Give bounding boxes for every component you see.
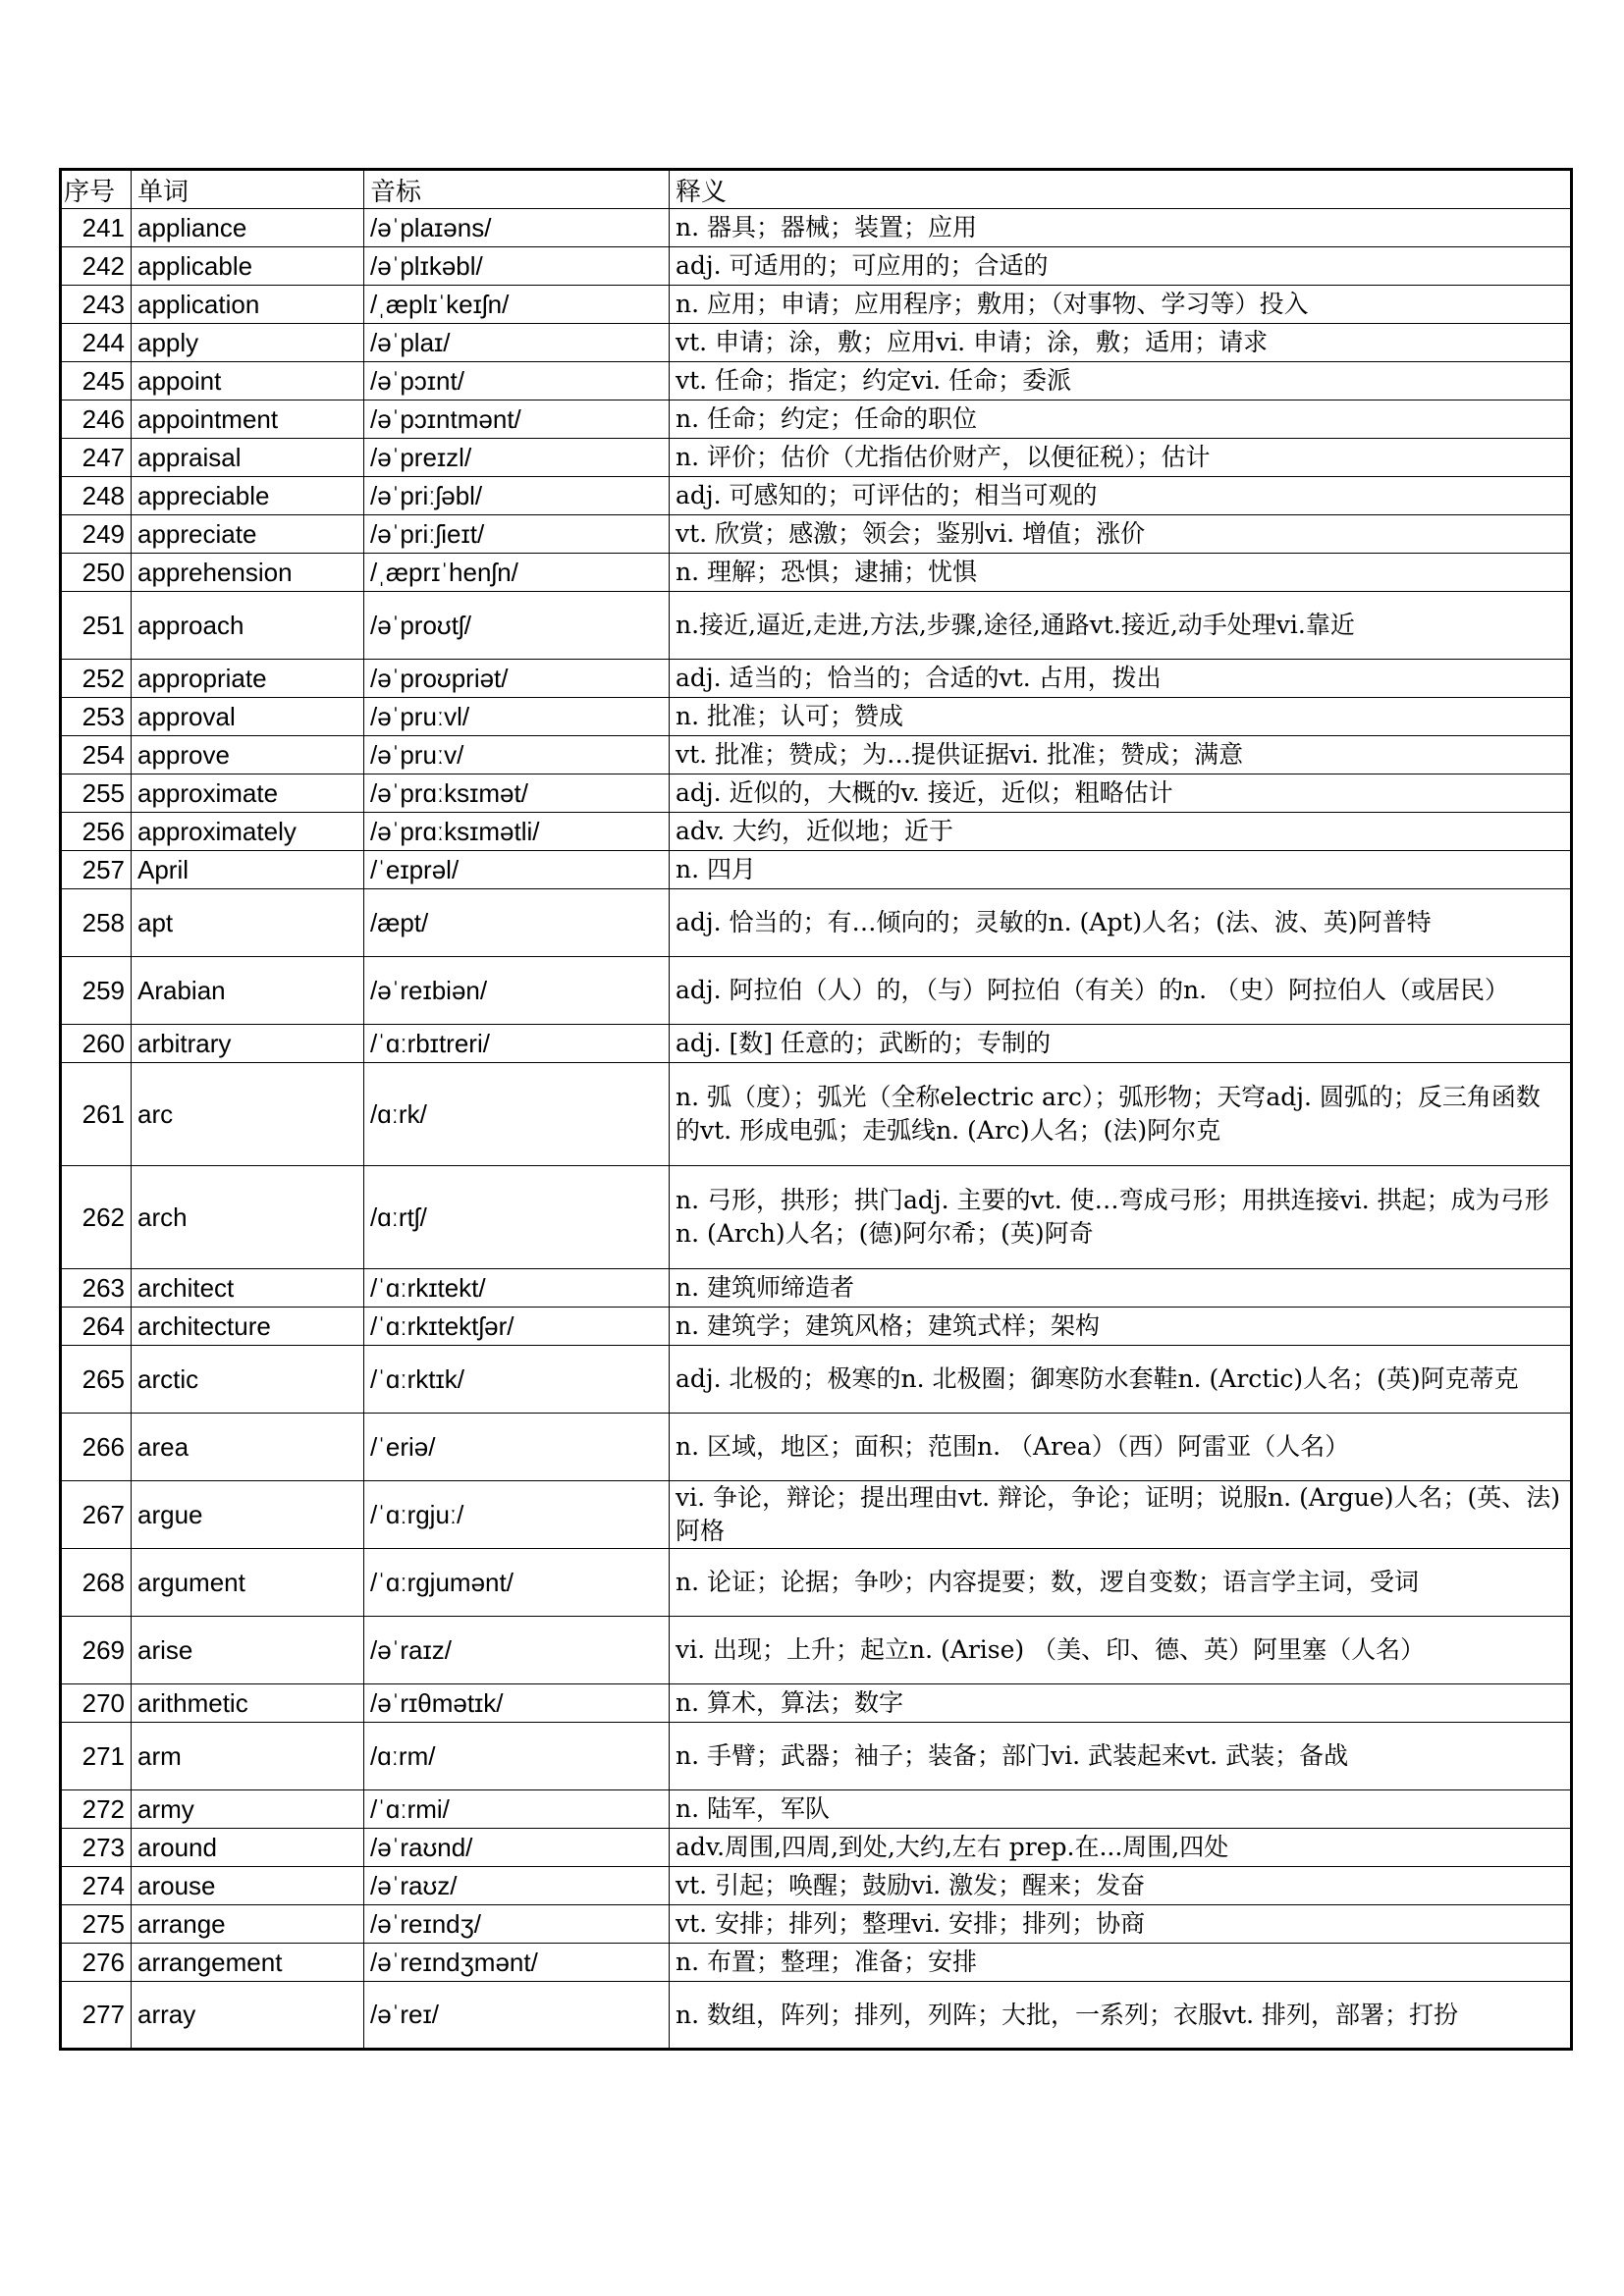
row-number: 260 — [61, 1025, 132, 1063]
table-row — [61, 439, 1572, 477]
row-phonetic: /ˈɑːrkɪtektʃər/ — [364, 1308, 670, 1346]
row-phonetic: /əˈprɑːksɪmətli/ — [364, 813, 670, 851]
row-definition: vt. 任命；指定；约定vi. 任命；委派 — [670, 362, 1572, 400]
row-number: 250 — [61, 554, 132, 592]
row-word: argue — [132, 1481, 364, 1549]
table-row — [61, 660, 1572, 698]
row-word: appoint — [132, 362, 364, 400]
row-phonetic: /əˈplaɪəns/ — [364, 209, 670, 247]
table-row — [61, 1867, 1572, 1905]
row-phonetic: /əˈplɪkəbl/ — [364, 247, 670, 286]
row-definition: n.接近,逼近,走进,方法,步骤,途径,通路vt.接近,动手处理vi.靠近 — [670, 592, 1572, 660]
row-word: arbitrary — [132, 1025, 364, 1063]
row-number: 266 — [61, 1414, 132, 1481]
table-row — [61, 851, 1572, 889]
row-word: approximately — [132, 813, 364, 851]
row-word: arch — [132, 1166, 364, 1269]
row-definition: vi. 争论，辩论；提出理由vt. 辩论，争论；证明；说服n. (Argue)人名；(英、法)阿格 — [670, 1481, 1572, 1549]
row-number: 271 — [61, 1723, 132, 1790]
row-phonetic: /ˈɑːrbɪtreri/ — [364, 1025, 670, 1063]
row-word: arithmetic — [132, 1684, 364, 1723]
table-row — [61, 698, 1572, 736]
row-word: arrange — [132, 1905, 364, 1944]
row-phonetic: /əˈpriːʃieɪt/ — [364, 515, 670, 554]
row-definition: n. 建筑师缔造者 — [670, 1269, 1572, 1308]
row-word: architect — [132, 1269, 364, 1308]
row-definition: n. 区域，地区；面积；范围n. （Area）（西）阿雷亚（人名） — [670, 1414, 1572, 1481]
row-word: arouse — [132, 1867, 364, 1905]
row-word: apply — [132, 324, 364, 362]
row-definition: n. 理解；恐惧；逮捕；忧惧 — [670, 554, 1572, 592]
row-number: 241 — [61, 209, 132, 247]
row-definition: adv. 大约，近似地；近于 — [670, 813, 1572, 851]
row-phonetic: /əˈplaɪ/ — [364, 324, 670, 362]
table-row — [61, 1549, 1572, 1617]
table-row — [61, 774, 1572, 813]
row-number: 252 — [61, 660, 132, 698]
row-definition: n. 评价；估价（尤指估价财产，以便征税）；估计 — [670, 439, 1572, 477]
row-number: 256 — [61, 813, 132, 851]
row-word: appropriate — [132, 660, 364, 698]
row-definition: adj. 恰当的；有…倾向的；灵敏的n. (Apt)人名；(法、波、英)阿普特 — [670, 889, 1572, 957]
row-definition: adj. 阿拉伯（人）的，（与）阿拉伯（有关）的n. （史）阿拉伯人（或居民） — [670, 957, 1572, 1025]
row-definition: n. 布置；整理；准备；安排 — [670, 1944, 1572, 1982]
row-number: 270 — [61, 1684, 132, 1723]
row-phonetic: /əˈpruːvl/ — [364, 698, 670, 736]
row-phonetic: /əˈpɔɪnt/ — [364, 362, 670, 400]
table-row — [61, 736, 1572, 774]
table-row — [61, 1414, 1572, 1481]
row-word: approach — [132, 592, 364, 660]
row-number: 246 — [61, 400, 132, 439]
row-phonetic: /əˈprɑːksɪmət/ — [364, 774, 670, 813]
row-word: arc — [132, 1063, 364, 1166]
row-phonetic: /ˈeriə/ — [364, 1414, 670, 1481]
row-definition: adj. 北极的；极寒的n. 北极圈；御寒防水套鞋n. (Arctic)人名；(英)阿克蒂克 — [670, 1346, 1572, 1414]
row-number: 262 — [61, 1166, 132, 1269]
row-word: argument — [132, 1549, 364, 1617]
row-word: approve — [132, 736, 364, 774]
row-word: architecture — [132, 1308, 364, 1346]
row-number: 265 — [61, 1346, 132, 1414]
row-number: 269 — [61, 1617, 132, 1684]
row-definition: n. 四月 — [670, 851, 1572, 889]
row-definition: n. 弓形，拱形；拱门adj. 主要的vt. 使…弯成弓形；用拱连接vi. 拱起；成为弓形n. (Arch)人名；(德)阿尔希；(英)阿奇 — [670, 1166, 1572, 1269]
row-number: 255 — [61, 774, 132, 813]
table-row — [61, 1829, 1572, 1867]
row-number: 272 — [61, 1790, 132, 1829]
table-row — [61, 554, 1572, 592]
row-word: arise — [132, 1617, 364, 1684]
header-phonetic: 音标 — [364, 170, 670, 209]
row-number: 243 — [61, 286, 132, 324]
row-number: 251 — [61, 592, 132, 660]
row-phonetic: /ˈɑːrktɪk/ — [364, 1346, 670, 1414]
table-row — [61, 1166, 1572, 1269]
row-number: 254 — [61, 736, 132, 774]
row-phonetic: /ˌæprɪˈhenʃn/ — [364, 554, 670, 592]
header-word: 单词 — [132, 170, 364, 209]
table-body — [61, 209, 1572, 2050]
row-word: Arabian — [132, 957, 364, 1025]
row-phonetic: /ˌæplɪˈkeɪʃn/ — [364, 286, 670, 324]
row-phonetic: /əˈreɪndʒmənt/ — [364, 1944, 670, 1982]
row-phonetic: /əˈraʊnd/ — [364, 1829, 670, 1867]
row-definition: n. 应用；申请；应用程序；敷用；（对事物、学习等）投入 — [670, 286, 1572, 324]
row-number: 261 — [61, 1063, 132, 1166]
row-definition: n. 建筑学；建筑风格；建筑式样；架构 — [670, 1308, 1572, 1346]
row-word: application — [132, 286, 364, 324]
table-row — [61, 813, 1572, 851]
row-number: 268 — [61, 1549, 132, 1617]
row-word: army — [132, 1790, 364, 1829]
row-definition: adj. 适当的；恰当的；合适的vt. 占用，拨出 — [670, 660, 1572, 698]
row-definition: adj. [数] 任意的；武断的；专制的 — [670, 1025, 1572, 1063]
row-number: 245 — [61, 362, 132, 400]
row-phonetic: /ˈɑːrgjumənt/ — [364, 1549, 670, 1617]
row-number: 242 — [61, 247, 132, 286]
row-number: 263 — [61, 1269, 132, 1308]
row-definition: vt. 引起；唤醒；鼓励vi. 激发；醒来；发奋 — [670, 1867, 1572, 1905]
row-word: approximate — [132, 774, 364, 813]
header-definition: 释义 — [670, 170, 1572, 209]
table-row — [61, 1346, 1572, 1414]
row-number: 259 — [61, 957, 132, 1025]
row-phonetic: /əˈrɪθmətɪk/ — [364, 1684, 670, 1723]
table-row — [61, 286, 1572, 324]
row-phonetic: /əˈreɪbiən/ — [364, 957, 670, 1025]
row-word: approval — [132, 698, 364, 736]
table-row — [61, 1025, 1572, 1063]
row-word: arctic — [132, 1346, 364, 1414]
row-definition: n. 论证；论据；争吵；内容提要；数，逻自变数；语言学主词，受词 — [670, 1549, 1572, 1617]
row-number: 247 — [61, 439, 132, 477]
table-row — [61, 324, 1572, 362]
row-definition: adj. 可适用的；可应用的；合适的 — [670, 247, 1572, 286]
row-phonetic: /ɑːrtʃ/ — [364, 1166, 670, 1269]
row-definition: n. 弧（度）；弧光（全称electric arc）；弧形物；天穹adj. 圆弧的；反三角函数的vt. 形成电弧；走弧线n. (Arc)人名；(法)阿尔克 — [670, 1063, 1572, 1166]
row-phonetic: /əˈpɔɪntmənt/ — [364, 400, 670, 439]
row-word: appreciate — [132, 515, 364, 554]
table-row — [61, 1944, 1572, 1982]
row-phonetic: /əˈreɪndʒ/ — [364, 1905, 670, 1944]
row-word: area — [132, 1414, 364, 1481]
table-row — [61, 1723, 1572, 1790]
row-number: 264 — [61, 1308, 132, 1346]
row-phonetic: /əˈproʊtʃ/ — [364, 592, 670, 660]
row-phonetic: /əˈpriːʃəbl/ — [364, 477, 670, 515]
row-definition: n. 器具；器械；装置；应用 — [670, 209, 1572, 247]
table-row — [61, 1684, 1572, 1723]
row-number: 274 — [61, 1867, 132, 1905]
row-number: 277 — [61, 1982, 132, 2050]
header-row — [61, 170, 1572, 209]
row-word: arm — [132, 1723, 364, 1790]
table-row — [61, 1308, 1572, 1346]
table-row — [61, 889, 1572, 957]
row-word: apt — [132, 889, 364, 957]
table-row — [61, 1617, 1572, 1684]
row-phonetic: /ˈɑːrmi/ — [364, 1790, 670, 1829]
row-phonetic: /əˈraɪz/ — [364, 1617, 670, 1684]
row-definition: n. 数组，阵列；排列，列阵；大批，一系列；衣服vt. 排列，部署；打扮 — [670, 1982, 1572, 2050]
table-row — [61, 1790, 1572, 1829]
row-number: 244 — [61, 324, 132, 362]
row-definition: adj. 近似的，大概的v. 接近，近似；粗略估计 — [670, 774, 1572, 813]
row-phonetic: /ɑːrm/ — [364, 1723, 670, 1790]
row-phonetic: /ˈeɪprəl/ — [364, 851, 670, 889]
table-row — [61, 362, 1572, 400]
row-number: 249 — [61, 515, 132, 554]
row-phonetic: /əˈpreɪzl/ — [364, 439, 670, 477]
row-number: 275 — [61, 1905, 132, 1944]
table-row — [61, 1905, 1572, 1944]
row-phonetic: /ɑːrk/ — [364, 1063, 670, 1166]
row-definition: vt. 安排；排列；整理vi. 安排；排列；协商 — [670, 1905, 1572, 1944]
row-definition: n. 任命；约定；任命的职位 — [670, 400, 1572, 439]
row-word: appliance — [132, 209, 364, 247]
row-number: 258 — [61, 889, 132, 957]
row-number: 267 — [61, 1481, 132, 1549]
row-phonetic: /æpt/ — [364, 889, 670, 957]
table-row — [61, 1481, 1572, 1549]
vocabulary-table — [59, 168, 1573, 2051]
row-definition: adv.周围,四周,到处,大约,左右 prep.在...周围,四处 — [670, 1829, 1572, 1867]
row-definition: vt. 申请；涂，敷；应用vi. 申请；涂，敷；适用；请求 — [670, 324, 1572, 362]
row-word: arrangement — [132, 1944, 364, 1982]
row-definition: n. 批准；认可；赞成 — [670, 698, 1572, 736]
row-phonetic: /əˈpruːv/ — [364, 736, 670, 774]
table-row — [61, 1269, 1572, 1308]
row-definition: vt. 欣赏；感激；领会；鉴别vi. 增值；涨价 — [670, 515, 1572, 554]
row-definition: n. 陆军，军队 — [670, 1790, 1572, 1829]
table-row — [61, 515, 1572, 554]
row-number: 276 — [61, 1944, 132, 1982]
row-phonetic: /əˈraʊz/ — [364, 1867, 670, 1905]
table-row — [61, 477, 1572, 515]
row-phonetic: /ˈɑːrkɪtekt/ — [364, 1269, 670, 1308]
row-word: appraisal — [132, 439, 364, 477]
row-phonetic: /əˈreɪ/ — [364, 1982, 670, 2050]
row-definition: n. 算术，算法；数字 — [670, 1684, 1572, 1723]
row-word: appointment — [132, 400, 364, 439]
row-definition: n. 手臂；武器；袖子；装备；部门vi. 武装起来vt. 武装；备战 — [670, 1723, 1572, 1790]
row-word: applicable — [132, 247, 364, 286]
row-word: April — [132, 851, 364, 889]
row-word: array — [132, 1982, 364, 2050]
row-definition: vi. 出现；上升；起立n. (Arise) （美、印、德、英）阿里塞（人名） — [670, 1617, 1572, 1684]
table-row — [61, 957, 1572, 1025]
table-row — [61, 592, 1572, 660]
row-definition: vt. 批准；赞成；为…提供证据vi. 批准；赞成；满意 — [670, 736, 1572, 774]
row-phonetic: /əˈproʊpriət/ — [364, 660, 670, 698]
table-row — [61, 209, 1572, 247]
header-number: 序号 — [61, 170, 132, 209]
table-row — [61, 1063, 1572, 1166]
row-number: 253 — [61, 698, 132, 736]
row-word: around — [132, 1829, 364, 1867]
row-word: appreciable — [132, 477, 364, 515]
table-row — [61, 1982, 1572, 2050]
row-number: 257 — [61, 851, 132, 889]
row-phonetic: /ˈɑːrgjuː/ — [364, 1481, 670, 1549]
row-number: 273 — [61, 1829, 132, 1867]
table-row — [61, 247, 1572, 286]
row-word: apprehension — [132, 554, 364, 592]
row-definition: adj. 可感知的；可评估的；相当可观的 — [670, 477, 1572, 515]
table-row — [61, 400, 1572, 439]
row-number: 248 — [61, 477, 132, 515]
